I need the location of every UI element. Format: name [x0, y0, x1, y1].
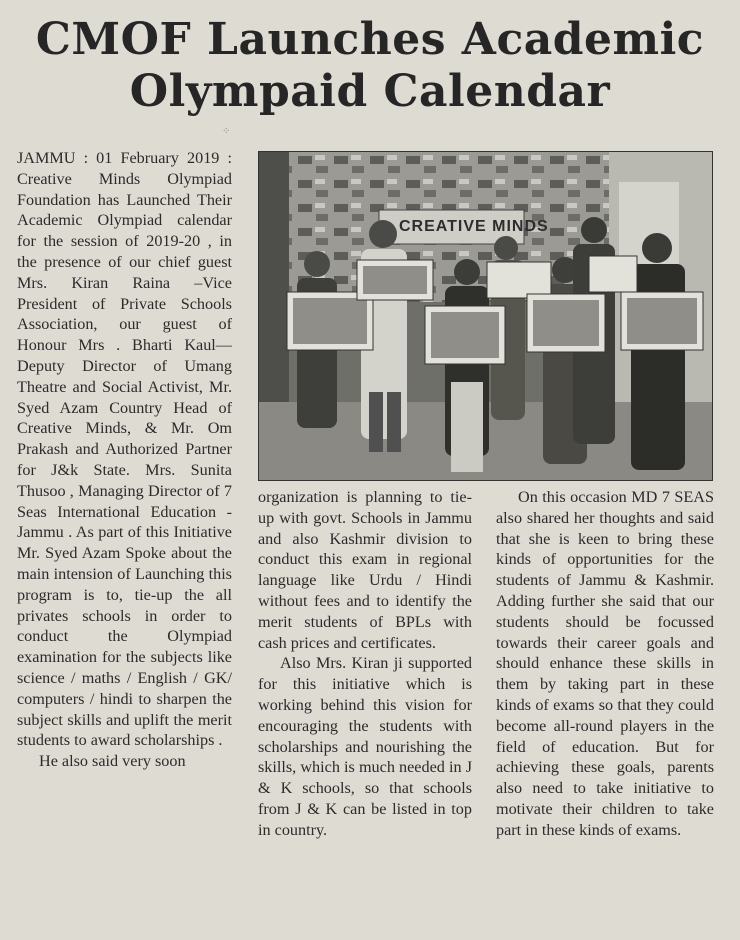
column-1 [17, 148, 232, 772]
headline-line-2: Olympaid Calendar [129, 66, 611, 117]
paragraph: organization is planning to tie-up with govt. Schools in Jammu and also Kashmir division to conduct this exam in regional language like Urdu / Hindi without fees and to identify the merit students of BPLs with cash prices and certificates. [258, 488, 472, 652]
paragraph: He also said very soon [39, 752, 186, 771]
column-2 [258, 487, 472, 841]
photo-banner-text: CREATIVE MINDS [399, 218, 549, 235]
column-3 [496, 487, 714, 841]
event-photo [258, 151, 713, 481]
headline-line-1: CMOF Launches Academic [35, 14, 705, 65]
paragraph: JAMMU : 01 February 2019 : Creative Minds Olympiad Foundation has Launched Their Academic Olympiad calendar for the session of 2019-20 , in the presence of our chief guest Mrs. Kiran Raina –Vice President of Private Schools Association, our guest of Honour Mrs . Bharti Kaul—Deputy Director of Umang Theatre and Social Activist, Mr. Syed Azam Country Head of Creative Minds, & Mr. Om Prakash and Authorized Partner for J&k State. Mrs. Sunita Thusoo , Managing Director of 7 Seas International Education - Jammu . As part of this Initiative Mr. Syed Azam Spoke about the main intension of Launching this program is to, tie-up the all privates schools in order to conduct the Olympiad examination for the subjects like science / maths / English / GK/ computers / hindi to sharpen the subject skills and uplift the merit students to award scholarships . [17, 149, 232, 750]
headline [0, 14, 740, 118]
print-speck: ⁘ [222, 126, 231, 137]
paragraph: On this occasion MD 7 SEAS also shared her thoughts and said that she is keen to bring these kinds of opportunities for the students of Jammu & Kashmir. Adding further she said that our students should be focussed towards their career goals and should enhance these skills in them by taking part in these kinds of exams so that they could become all-round players in the field of education. But for achieving these goals, parents also need to take initiative to motivate their children to take part in these kinds of exams. [496, 488, 714, 839]
paragraph: Also Mrs. Kiran ji supported for this initiative which is working behind this vision for encouraging the students with scholarships and nourishing the skills, which is much needed in J & K schools, so that schools from J & K can be listed in top in country. [258, 654, 472, 839]
photo-illustration [259, 152, 712, 480]
